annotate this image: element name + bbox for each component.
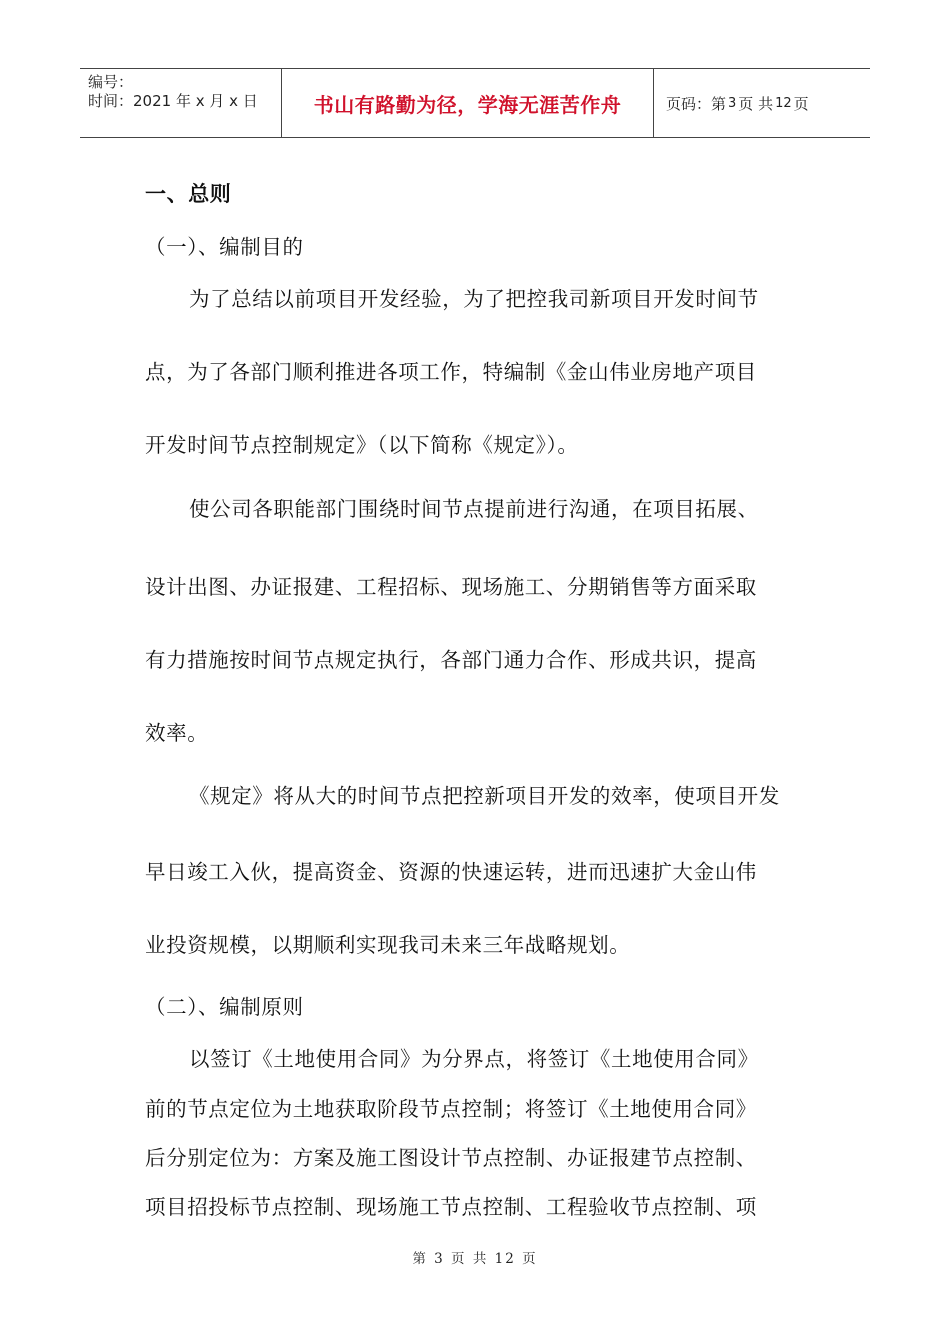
paragraph-line: 后分别定位为：方案及施工图设计节点控制、办证报建节点控制、: [145, 1146, 757, 1170]
paragraph-line: 为了总结以前项目开发经验，为了把控我司新项目开发时间节: [189, 287, 759, 311]
paragraph-line: 设计出图、办证报建、工程招标、现场施工、分期销售等方面采取: [145, 575, 757, 599]
page-header: [80, 68, 870, 138]
document-number-label: 编号：: [88, 73, 134, 91]
page-prefix: 页码：第: [666, 94, 727, 113]
page-total: 12: [775, 95, 792, 111]
header-motto-cell: [282, 69, 654, 137]
page-current: 3: [728, 95, 737, 111]
page-footer: 第 3 页 共 12 页: [412, 1251, 538, 1267]
paragraph-line: 效率。: [145, 721, 209, 745]
paragraph-line: 有力措施按时间节点规定执行，各部门通力合作、形成共识，提高: [145, 648, 757, 672]
subsection-title-purpose: （一）、编制目的: [145, 235, 304, 259]
paragraph-line: 以签订《土地使用合同》为分界点，将签订《土地使用合同》: [189, 1047, 759, 1071]
document-time-label: 时间：2021 年 x 月 x 日: [88, 92, 258, 110]
paragraph-line: 前的节点定位为土地获取阶段节点控制；将签订《土地使用合同》: [145, 1097, 757, 1121]
paragraph-line: 项目招投标节点控制、现场施工节点控制、工程验收节点控制、项: [145, 1195, 757, 1219]
paragraph-line: 开发时间节点控制规定》（以下简称《规定》）。: [145, 433, 579, 457]
header-meta-cell: [80, 69, 282, 137]
section-title: 一、总则: [145, 182, 232, 206]
paragraph-line: 早日竣工入伙，提高资金、资源的快速运转，进而迅速扩大金山伟: [145, 860, 757, 884]
paragraph-line: 使公司各职能部门围绕时间节点提前进行沟通，在项目拓展、: [189, 497, 759, 521]
page-suffix: 页: [793, 94, 809, 113]
subsection-title-principle: （二）、编制原则: [145, 995, 304, 1019]
header-motto: 书山有路勤为径，学海无涯苦作舟: [313, 92, 622, 117]
paragraph-line: 点，为了各部门顺利推进各项工作，特编制《金山伟业房地产项目: [145, 360, 757, 384]
paragraph-line: 业投资规模，以期顺利实现我司未来三年战略规划。: [145, 933, 631, 957]
page-mid: 页 共: [738, 94, 774, 113]
paragraph-line: 《规定》将从大的时间节点把控新项目开发的效率，使项目开发: [189, 784, 780, 808]
header-page-cell: [654, 69, 870, 137]
